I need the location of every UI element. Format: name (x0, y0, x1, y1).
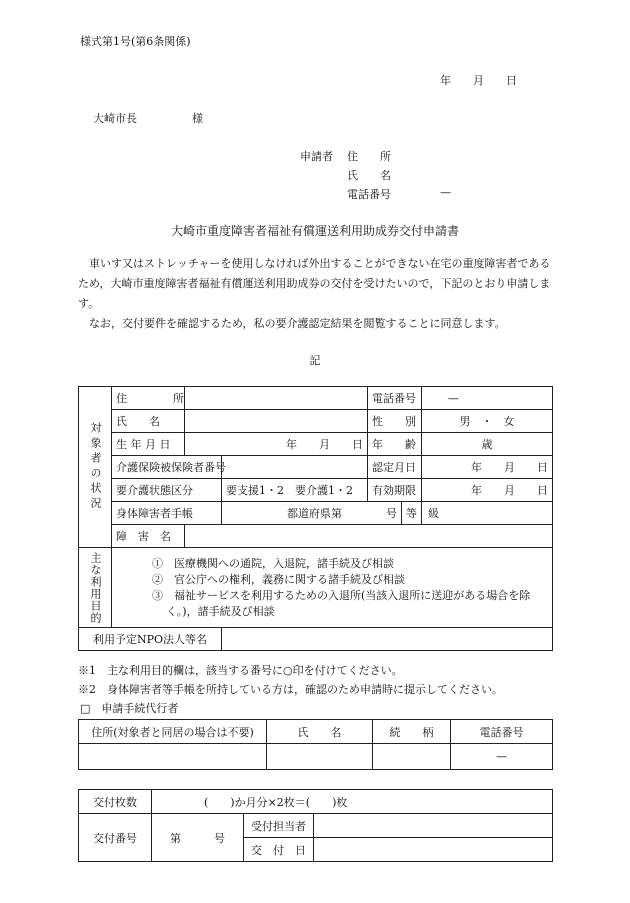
name-label: 氏 名 (112, 410, 185, 433)
date-line: 年 月 日 (440, 74, 517, 87)
note-1: ※1 主な利用目的欄は，該当する番号に○印を付けてください。 (78, 664, 403, 677)
note-2: ※2 身体障害者等手帳を所持している方は，確認のため申請時に提示してください。 (78, 683, 503, 696)
sex-label: 性 別 (368, 410, 422, 433)
applicant-address-label: 住 所 (347, 150, 391, 163)
purpose-item[interactable]: ① 医療機関への通院，入退院，諸手続及び相談 (152, 556, 394, 570)
ki-label: 記 (309, 354, 321, 367)
proxy-phone-header: 電話番号 (451, 720, 553, 744)
age-label: 年 齢 (368, 433, 422, 456)
disability-book-label: 身体障害者手帳 (112, 502, 222, 525)
issue-count-label: 交付枚数 (79, 790, 152, 814)
proxy-relation-header: 続 柄 (373, 720, 451, 744)
issue-date-field[interactable] (314, 838, 553, 862)
issue-count-field[interactable]: ( )か月分×2枚＝( )枚 (152, 790, 553, 814)
staff-field[interactable] (314, 814, 553, 838)
address-field[interactable] (185, 387, 368, 410)
insurance-number-label: 介護保険被保険者番号 (112, 456, 222, 479)
phone-label: 電話番号 (368, 387, 422, 410)
issue-date-label: 交 付 日 (244, 838, 314, 862)
applicant-phone-label: 電話番号 (347, 188, 391, 201)
npo-field[interactable] (222, 628, 553, 651)
sex-field[interactable]: 男 ・ 女 (422, 410, 553, 433)
cert-date-label: 認定月日 (368, 456, 422, 479)
applicant-phone-dash: — (440, 186, 451, 199)
age-field[interactable]: 歳 (422, 433, 553, 456)
proxy-name-field[interactable] (267, 744, 373, 770)
form-number: 様式第1号(第6条関係) (80, 35, 191, 48)
issue-table (78, 789, 553, 862)
birth-label: 生 年 月 日 (112, 433, 185, 456)
addressee: 大崎市長 様 (93, 112, 203, 125)
disability-name-label: 障 害 名 (112, 525, 185, 548)
proxy-address-header: 住所(対象者と同居の場合は不要) (79, 720, 267, 744)
body-paragraph-1: 車いす又はストレッチャーを使用しなければ外出することができない在宅の重度障害者であるため，大崎市重度障害者福祉有償運送利用助成券の交付を受けたいので，下記のとおり申請します。 (78, 257, 551, 310)
proxy-phone-field[interactable]: — (451, 744, 553, 770)
cert-date-field[interactable]: 年 月 日 (422, 456, 553, 479)
applicant-label: 申請者 (300, 150, 333, 163)
proxy-table (78, 719, 553, 770)
purpose-item[interactable]: ② 官公庁への権利，義務に関する諸手続及び相談 (152, 572, 405, 586)
name-field[interactable] (185, 410, 368, 433)
grade-field[interactable] (422, 502, 553, 525)
proxy-relation-field[interactable] (373, 744, 451, 770)
applicant-name-label: 氏 名 (347, 169, 391, 182)
grade-label: 等 級 (402, 502, 422, 525)
valid-period-label: 有効期限 (368, 479, 422, 502)
insurance-number-field[interactable] (222, 456, 368, 479)
care-level-label: 要介護状態区分 (112, 479, 222, 502)
body-paragraph-2: なお，交付要件を確認するため，私の要介護認定結果を閲覧することに同意します。 (89, 317, 506, 330)
birth-field[interactable]: 年 月 日 (185, 433, 368, 456)
proxy-name-header: 氏 名 (267, 720, 373, 744)
purpose-list (112, 548, 553, 628)
section-label: 対象者の状況 (79, 387, 112, 548)
care-level-field[interactable]: 要支援1・2 要介護1・2 (222, 479, 368, 502)
staff-label: 受付担当者 (244, 814, 314, 838)
disability-name-field[interactable] (185, 525, 553, 548)
issue-number-label: 交付番号 (79, 814, 152, 862)
phone-field[interactable]: — (422, 387, 553, 410)
proxy-address-field[interactable] (79, 744, 267, 770)
proxy-heading: □ 申請手続代行者 (80, 702, 179, 715)
applicant-status-table (78, 386, 553, 651)
purpose-label: 主な利用目的 (79, 548, 112, 628)
valid-period-field[interactable]: 年 月 日 (422, 479, 553, 502)
document-title: 大崎市重度障害者福祉有償運送利用助成券交付申請書 (170, 224, 459, 238)
npo-label: 利用予定NPO法人等名 (79, 628, 222, 651)
purpose-item[interactable]: ③ 福祉サービスを利用するための入退所(当該入退所に送迎がある場合を除く。)，諸手続及び相談 (152, 588, 531, 618)
prefecture-number-field[interactable]: 都道府県第 号 (222, 502, 402, 525)
issue-number-field[interactable]: 第 号 (152, 814, 244, 862)
address-label: 住 所 (112, 387, 185, 410)
